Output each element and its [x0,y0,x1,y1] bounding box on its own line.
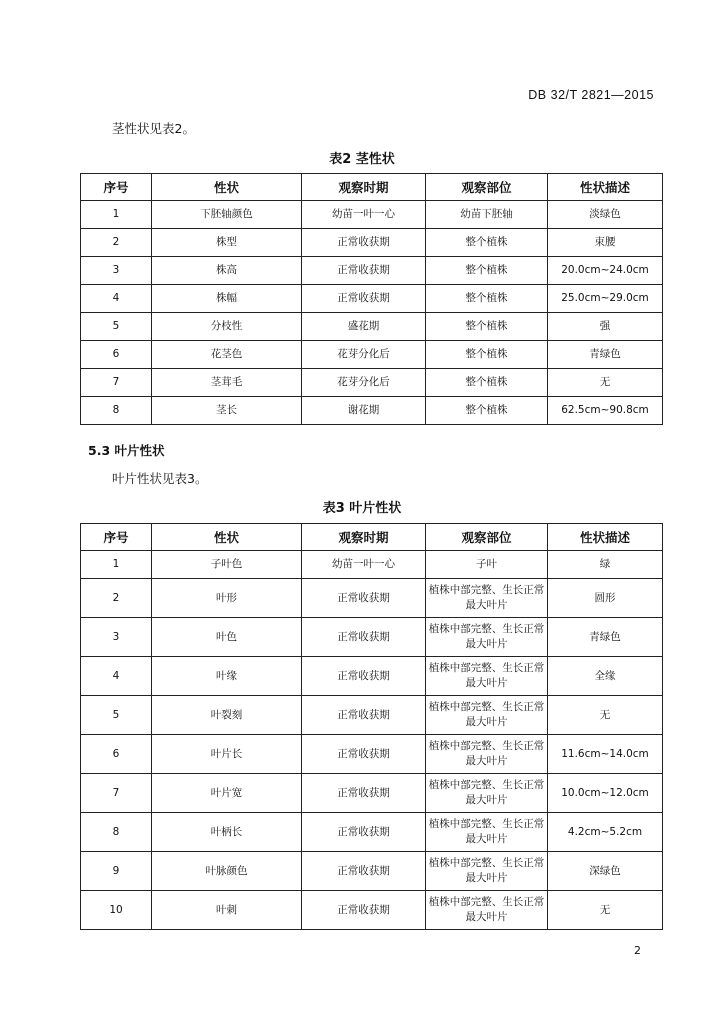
table-row [81,285,663,313]
table-row [81,257,663,285]
cell-part: 整个植株 [426,257,548,285]
cell-part: 植株中部完整、生长正常 最大叶片 [426,657,548,696]
cell-description: 4.2cm~5.2cm [548,813,663,852]
cell-index: 4 [81,657,152,696]
cell-trait: 叶色 [152,618,302,657]
cell-index: 8 [81,397,152,425]
cell-trait: 茎茸毛 [152,369,302,397]
cell-part: 整个植株 [426,313,548,341]
cell-trait: 株高 [152,257,302,285]
cell-description: 淡绿色 [548,201,663,229]
cell-description: 深绿色 [548,852,663,891]
table-row [81,313,663,341]
cell-index: 7 [81,369,152,397]
col-header-trait: 性状 [152,174,302,201]
cell-period: 花芽分化后 [302,341,426,369]
cell-part: 整个植株 [426,369,548,397]
cell-trait: 叶柄长 [152,813,302,852]
cell-trait: 叶缘 [152,657,302,696]
table-row [81,551,663,579]
cell-part: 植株中部完整、生长正常 最大叶片 [426,735,548,774]
cell-part: 植株中部完整、生长正常 最大叶片 [426,696,548,735]
cell-index: 8 [81,813,152,852]
col-header-description: 性状描述 [548,524,663,551]
cell-index: 5 [81,313,152,341]
table-row [81,774,663,813]
cell-period: 正常收获期 [302,285,426,313]
table-row [81,618,663,657]
leaf-intro-text: 叶片性状见表3。 [112,471,208,486]
cell-part: 植株中部完整、生长正常 最大叶片 [426,618,548,657]
cell-index: 9 [81,852,152,891]
table-row [81,201,663,229]
cell-description: 青绿色 [548,341,663,369]
cell-description: 11.6cm~14.0cm [548,735,663,774]
cell-description: 青绿色 [548,618,663,657]
cell-description: 无 [548,369,663,397]
cell-period: 盛花期 [302,313,426,341]
cell-period: 正常收获期 [302,696,426,735]
col-header-trait: 性状 [152,524,302,551]
cell-period: 正常收获期 [302,774,426,813]
cell-trait: 株型 [152,229,302,257]
cell-description: 62.5cm~90.8cm [548,397,663,425]
cell-period: 幼苗一叶一心 [302,551,426,579]
cell-trait: 茎长 [152,397,302,425]
cell-period: 花芽分化后 [302,369,426,397]
cell-period: 幼苗一叶一心 [302,201,426,229]
cell-index: 4 [81,285,152,313]
cell-index: 1 [81,551,152,579]
cell-trait: 下胚轴颜色 [152,201,302,229]
cell-period: 正常收获期 [302,618,426,657]
cell-trait: 株幅 [152,285,302,313]
cell-index: 10 [81,891,152,930]
cell-description: 10.0cm~12.0cm [548,774,663,813]
cell-period: 正常收获期 [302,229,426,257]
table2-stem-traits [80,173,663,425]
cell-part: 植株中部完整、生长正常 最大叶片 [426,891,548,930]
cell-index: 1 [81,201,152,229]
standard-code: DB 32/T 2821—2015 [528,88,654,102]
cell-part: 植株中部完整、生长正常 最大叶片 [426,579,548,618]
cell-part: 植株中部完整、生长正常 最大叶片 [426,852,548,891]
cell-period: 正常收获期 [302,257,426,285]
col-header-part: 观察部位 [426,174,548,201]
cell-period: 正常收获期 [302,579,426,618]
cell-description: 20.0cm~24.0cm [548,257,663,285]
cell-description: 无 [548,891,663,930]
cell-period: 正常收获期 [302,891,426,930]
table-row [81,229,663,257]
cell-index: 3 [81,618,152,657]
table3-leaf-traits [80,523,663,930]
cell-description: 强 [548,313,663,341]
cell-description: 25.0cm~29.0cm [548,285,663,313]
table3-header-row [81,524,663,551]
cell-trait: 子叶色 [152,551,302,579]
col-header-part: 观察部位 [426,524,548,551]
cell-index: 2 [81,229,152,257]
col-header-period: 观察时期 [302,524,426,551]
col-header-index: 序号 [81,524,152,551]
cell-period: 正常收获期 [302,813,426,852]
cell-period: 谢花期 [302,397,426,425]
cell-period: 正常收获期 [302,852,426,891]
table-row [81,696,663,735]
table-row [81,891,663,930]
cell-trait: 叶片宽 [152,774,302,813]
cell-period: 正常收获期 [302,657,426,696]
cell-description: 绿 [548,551,663,579]
table-row [81,369,663,397]
cell-part: 子叶 [426,551,548,579]
table3-body [81,551,663,930]
cell-index: 7 [81,774,152,813]
col-header-index: 序号 [81,174,152,201]
cell-part: 整个植株 [426,397,548,425]
cell-part: 整个植株 [426,285,548,313]
table-row [81,341,663,369]
cell-part: 整个植株 [426,341,548,369]
cell-trait: 叶刺 [152,891,302,930]
cell-index: 6 [81,341,152,369]
col-header-period: 观察时期 [302,174,426,201]
cell-description: 束腰 [548,229,663,257]
table-row [81,813,663,852]
page-number: 2 [634,944,641,957]
table-row [81,579,663,618]
table2-body [81,201,663,425]
cell-trait: 叶片长 [152,735,302,774]
cell-index: 6 [81,735,152,774]
cell-description: 全缘 [548,657,663,696]
cell-index: 3 [81,257,152,285]
cell-part: 整个植株 [426,229,548,257]
section-heading-5-3: 5.3 叶片性状 [88,443,165,458]
table2-header-row [81,174,663,201]
cell-part: 幼苗下胚轴 [426,201,548,229]
table-row [81,852,663,891]
cell-part: 植株中部完整、生长正常 最大叶片 [426,774,548,813]
table-row [81,397,663,425]
cell-description: 圆形 [548,579,663,618]
stem-intro-text: 茎性状见表2。 [112,121,195,136]
cell-index: 5 [81,696,152,735]
cell-trait: 叶裂刻 [152,696,302,735]
table-row [81,657,663,696]
table2-caption: 表2 茎性状 [329,152,395,167]
col-header-description: 性状描述 [548,174,663,201]
cell-trait: 分枝性 [152,313,302,341]
cell-part: 植株中部完整、生长正常 最大叶片 [426,813,548,852]
cell-description: 无 [548,696,663,735]
cell-period: 正常收获期 [302,735,426,774]
table3-caption: 表3 叶片性状 [322,501,402,516]
cell-trait: 叶脉颜色 [152,852,302,891]
cell-trait: 花茎色 [152,341,302,369]
table-row [81,735,663,774]
cell-index: 2 [81,579,152,618]
cell-trait: 叶形 [152,579,302,618]
